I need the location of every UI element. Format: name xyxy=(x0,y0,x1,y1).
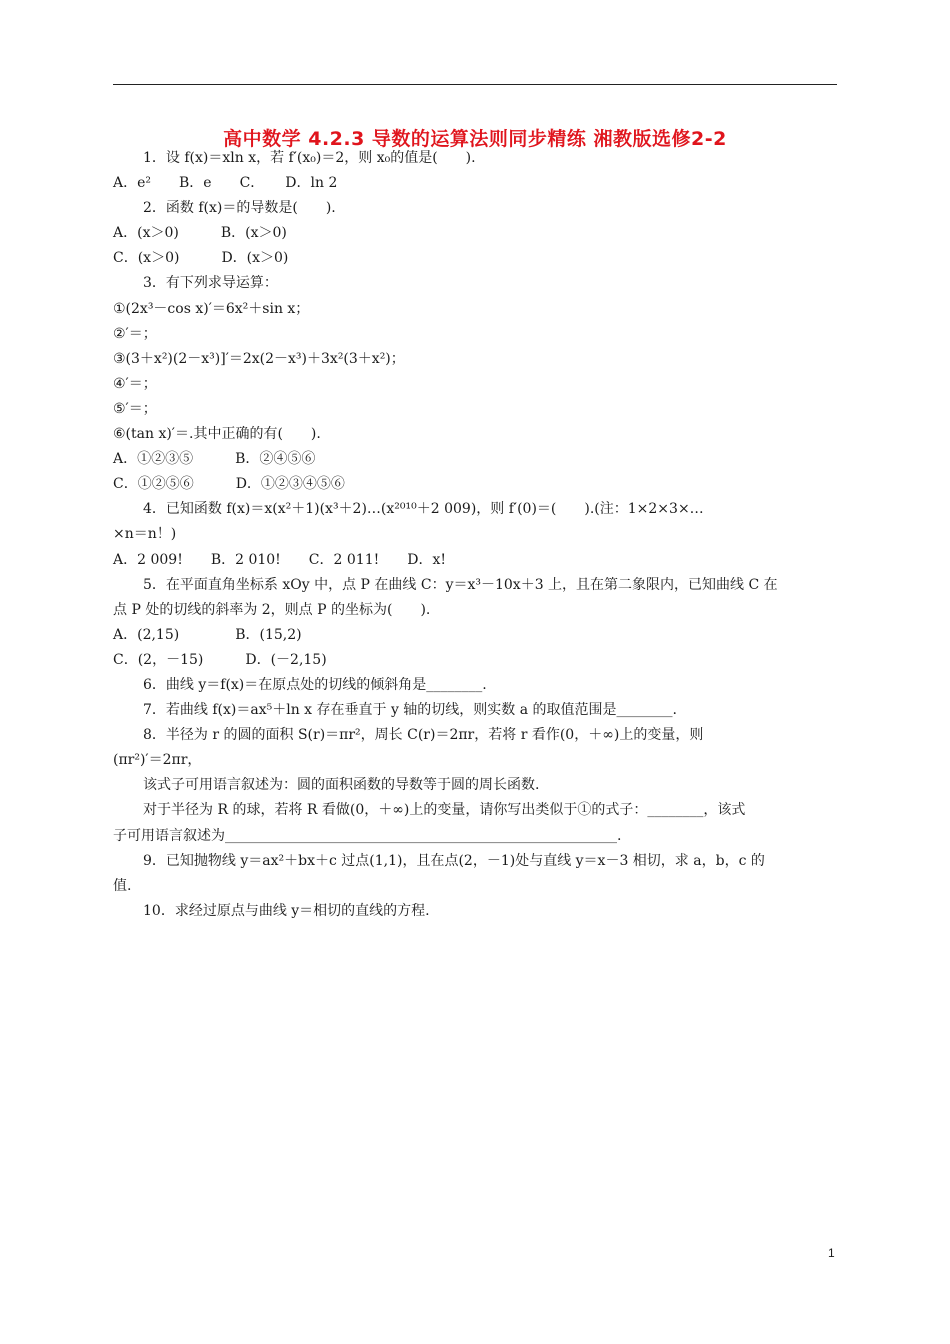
text-line: 9．已知抛物线 y＝ax²＋bx＋c 过点(1,1)，且在点(2，－1)处与直线 y＝x－3 相切，求 a，b，c 的 xyxy=(143,852,765,869)
text-line: 6．曲线 y＝f(x)＝在原点处的切线的倾斜角是________. xyxy=(143,676,487,693)
text-line: A．(2,15) B．(15,2) xyxy=(113,626,302,643)
text-line: C．①②⑤⑥ D．①②③④⑤⑥ xyxy=(113,476,345,493)
document-body xyxy=(113,146,838,924)
text-line: 该式子可用语言叙述为：圆的面积函数的导数等于圆的周长函数. xyxy=(143,777,540,794)
text-line: C．(2，－15) D．(－2,15) xyxy=(113,651,327,668)
text-line: ③(3＋x²)(2－x³)]′＝2x(2－x³)＋3x²(3＋x²)； xyxy=(113,350,405,367)
text-line: A．(x＞0) B．(x＞0) xyxy=(113,225,287,242)
document-title: 高中数学 4.2.3 导数的运算法则同步精练 湘教版选修2-2 xyxy=(223,128,727,150)
text-line: 4．已知函数 f(x)＝x(x²＋1)(x³＋2)…(x²⁰¹⁰＋2 009)，则 f′(0)＝( ).(注：1×2×3×… xyxy=(143,501,704,518)
text-line: 值. xyxy=(113,877,132,894)
text-line: A．2 009! B．2 010! C．2 011! D．x! xyxy=(113,551,446,568)
text-line: 子可用语言叙述为________________________________________________________. xyxy=(113,827,622,844)
text-line: C．(x＞0) D．(x＞0) xyxy=(113,250,289,267)
text-line: ②′＝； xyxy=(113,325,157,342)
text-line: 5．在平面直角坐标系 xOy 中，点 P 在曲线 C：y＝x³－10x＋3 上，且在第二象限内，已知曲线 C 在 xyxy=(143,576,778,593)
text-line: A．e² B．e C． D．ln 2 xyxy=(113,175,338,192)
text-line: 7．若曲线 f(x)＝ax⁵＋ln x 存在垂直于 y 轴的切线，则实数 a 的取值范围是________. xyxy=(143,702,678,719)
text-line: 1．设 f(x)＝xln x，若 f′(x₀)＝2，则 x₀的值是( ). xyxy=(143,150,476,166)
header-rule xyxy=(113,84,837,85)
text-line: 3．有下列求导运算： xyxy=(143,275,278,292)
text-line: (πr²)′＝2πr， xyxy=(113,752,202,769)
text-line: 8．半径为 r 的圆的面积 S(r)＝πr²，周长 C(r)＝2πr，若将 r 看作(0，＋∞)上的变量，则 xyxy=(143,727,704,744)
text-line: ①(2x³－cos x)′＝6x²＋sin x； xyxy=(113,300,310,317)
text-line: 点 P 处的切线的斜率为 2，则点 P 的坐标为( ). xyxy=(113,601,431,618)
text-line: 2．函数 f(x)＝的导数是( ). xyxy=(143,200,336,217)
text-line: A．①②③⑤ B．②④⑤⑥ xyxy=(113,451,316,468)
text-line: ④′＝； xyxy=(113,375,157,392)
text-line: ⑥(tan x)′＝.其中正确的有( ). xyxy=(113,426,321,443)
text-line: ×n＝n！) xyxy=(113,526,177,543)
page-number: 1 xyxy=(828,1246,835,1260)
text-line: ⑤′＝； xyxy=(113,400,157,417)
text-line: 10．求经过原点与曲线 y＝相切的直线的方程. xyxy=(143,902,430,919)
text-line: 对于半径为 R 的球，若将 R 看做(0，＋∞)上的变量，请你写出类似于①的式子：________，该式 xyxy=(143,802,746,819)
